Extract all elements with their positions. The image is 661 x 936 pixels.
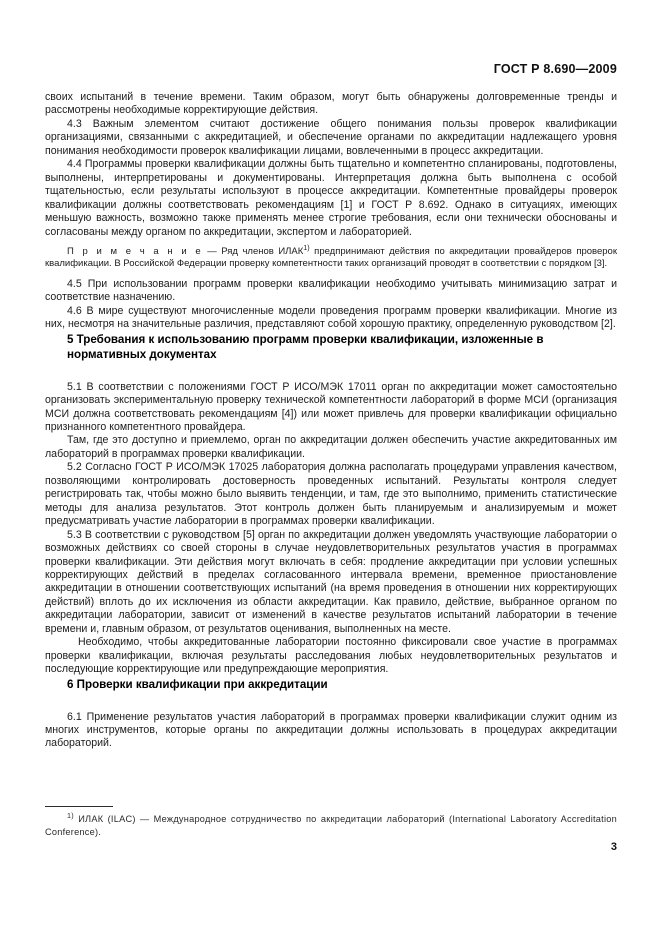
footnote-marker-1: 1) [67,810,74,820]
note-text-before-superscript: — Ряд членов ИЛАК [202,245,304,257]
note-ilac [45,242,617,271]
page-number: 3 [610,841,617,853]
note-text-after-superscript: предпринимают действия по аккредитации провайдеров проверок квалификации. В Российской Федерации проверку компетентности таких организаций проводят в соответствии с порядком [3]. [45,245,617,270]
paragraph-4-6: 4.6 В мире существуют многочисленные модели проведения программ проверки квалификации. Многие из них, несмотря на значительные различия, представляют собой хорошую практику, определенную руководством [2]. [45,304,617,331]
paragraph-5-3-continued: Необходимо, чтобы аккредитованные лаборатории постоянно фиксировали свое участие в программах проверки квалификации, включая результаты расследования любых неудовлетворительных результатов и последующие корректирующие или предупреждающие мероприятия. [45,636,617,676]
paragraph-4-3: 4.3 Важным элементом считают достижение общего понимания пользы проверок квалификации организациями, связанными с аккредитацией, и обеспечение органами по аккредитации надлежащего уровня понимания необходимости проверок квалификации лицами, вовлеченными в процесс аккредитации. [45,117,617,157]
footnote-1-text: ИЛАК (ILAC) — Международное сотрудничество по аккредитации лабораторий (International Laboratory Accreditation Conference). [45,814,617,837]
page-body-text-column [45,91,617,751]
heading-section-5: 5 Требования к использованию программ проверки квалификации, изложенные в нормативных документах [67,332,544,361]
note-label: П р и м е ч а н и е [67,245,203,257]
paragraph-5-1: 5.1 В соответствии с положениями ГОСТ Р ИСО/МЭК 17011 орган по аккредитации может самостоятельно организовать экспериментальную проверку технической компетентности лабораторий в форме МСИ (организация МСИ должна соответствовать рекомендациям [4]) или может привлечь для проверки квалификации официально признанного компетентного провайдера. [45,380,617,433]
paragraph-5-2: 5.2 Согласно ГОСТ Р ИСО/МЭК 17025 лаборатория должна располагать процедурами управления качеством, позволяющими контролировать достоверность проведенных испытаний. Результаты контроля следует регистрировать так, чтобы можно было выявить тенденции, и там, где это выполнимо, применить статистические методы для анализа результатов. Этот контроль должен быть планируемым и анализируемым и может предусматривать участие лаборатории в программах проверки квалификации. [45,461,617,528]
paragraph-4-4: 4.4 Программы проверки квалификации должны быть тщательно и компетентно спланированы, подготовлены, выполнены, интерпретированы и документированы. Интерпретация должна быть выполнена с особой тщательностью, если результаты используют в процессе аккредитации. Компетентные провайдеры проверок квалификации должны соответствовать рекомендациям [1] и ГОСТ Р 8.692. Однако в ситуациях, имеющих меньшую важность, возможно также применять менее строгие требования, если они технически обоснованы и согласованы между органом по аккредитации, экспертом и лабораторией. [45,158,617,238]
running-header-standard-number: ГОСТ Р 8.690—2009 [493,62,617,76]
paragraph-4-2-continuation: своих испытаний в течение времени. Таким образом, могут быть обнаружены долговременные тренды и рассмотрены необходимые корректирующие действия. [45,91,617,117]
paragraph-6-1: 6.1 Применение результатов участия лабораторий в программах проверки квалификации служит одним из многих инструментов, которые органы по аккредитации должны использовать в процедурах аккредитации лабораторий. [45,710,617,750]
footnote-area [45,806,617,838]
paragraph-5-1-continued: Там, где это доступно и приемлемо, орган по аккредитации должен обеспечить участие аккредитованных им лабораторий в программах проверки квалификации. [45,434,617,460]
footnote-1 [45,810,617,838]
paragraph-4-5: 4.5 При использовании программ проверки квалификации необходимо учитывать минимизацию затрат и соответствие назначению. [45,277,617,304]
heading-section-6: 6 Проверки квалификации при аккредитации [67,677,328,691]
paragraph-5-3: 5.3 В соответствии с руководством [5] орган по аккредитации должен уведомлять участвующие лаборатории о возможных действиях со своей стороны в случае неудовлетворительных результатов участия в программах проверки квалификации. Эти действия могут включать в себя: продление аккредитации при условии успешных корректирующих действий в пределах согласованного интервала времени, временное приостановление аккредитации в отношении соответствующих испытаний (на время проведения в отношении них корректирующих действий) вплоть до их исключения из области аккредитации. Как правило, действие, выбранное органом по аккредитации лаборатории, зависит от изменений в качестве результатов испытаний лаборатории в течение времени и, главным образом, от результатов оценивания, выполненных на месте. [45,528,617,635]
footnote-separator-rule [45,806,113,807]
footnote-reference-1: 1) [303,242,310,252]
